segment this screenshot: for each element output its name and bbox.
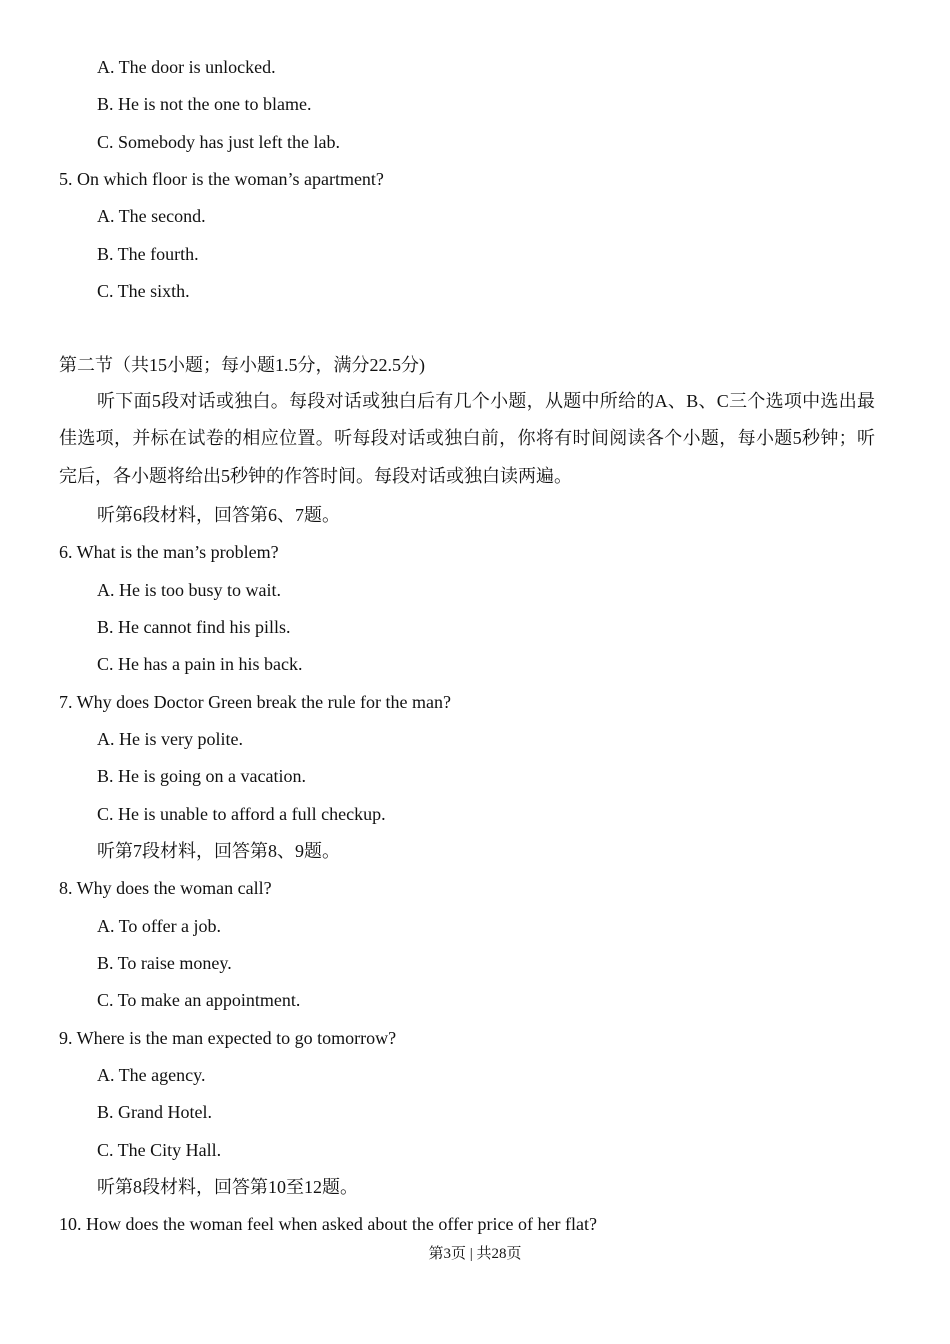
material8-note: 听第8段材料，回答第10至12题。 [97, 1177, 358, 1197]
q8-option-c: C. To make an appointment. [97, 990, 301, 1010]
page-footer: 第3页 | 共28页 [428, 1246, 522, 1262]
q5-question: 5. On which floor is the woman’s apartment? [59, 169, 384, 189]
q7-option-c: C. He is unable to afford a full checkup. [97, 804, 386, 824]
q6-option-a: A. He is too busy to wait. [97, 580, 281, 600]
q4-option-a: A. The door is unlocked. [97, 57, 276, 77]
q7-option-b: B. He is going on a vacation. [97, 766, 306, 786]
section2-instructions: 听下面5段对话或独白。每段对话或独白后有几个小题，从题中所给的A、B、C三个选项中选出最佳选项，并标在试卷的相应位置。听每段对话或独白前，你将有时间阅读各个小题，每小题5秒钟；听完后，各小题将给出5秒钟的作答时间。每段对话或独白读两遍。 [59, 391, 875, 486]
q9-option-c: C. The City Hall. [97, 1140, 222, 1160]
q9-option-b: B. Grand Hotel. [97, 1102, 212, 1122]
q4-option-c: C. Somebody has just left the lab. [97, 132, 340, 152]
q5-option-a: A. The second. [97, 206, 206, 226]
q5-option-c: C. The sixth. [97, 281, 190, 301]
q6-question: 6. What is the man’s problem? [59, 542, 279, 562]
q4-option-b: B. He is not the one to blame. [97, 94, 312, 114]
section2-heading: 第二节（共15小题；每小题1.5分，满分22.5分) [59, 355, 425, 375]
q8-option-b: B. To raise money. [97, 953, 232, 973]
q8-question: 8. Why does the woman call? [59, 878, 272, 898]
q5-option-b: B. The fourth. [97, 244, 199, 264]
q9-option-a: A. The agency. [97, 1065, 206, 1085]
q7-option-a: A. He is very polite. [97, 729, 243, 749]
q6-option-c: C. He has a pain in his back. [97, 654, 303, 674]
material7-note: 听第7段材料，回答第8、9题。 [97, 841, 340, 861]
material6-note: 听第6段材料，回答第6、7题。 [97, 505, 340, 525]
q6-option-b: B. He cannot find his pills. [97, 617, 291, 637]
q9-question: 9. Where is the man expected to go tomorrow? [59, 1028, 397, 1048]
q7-question: 7. Why does Doctor Green break the rule for the man? [59, 692, 452, 712]
q8-option-a: A. To offer a job. [97, 916, 222, 936]
q10-question: 10. How does the woman feel when asked about the offer price of her flat? [59, 1214, 597, 1234]
